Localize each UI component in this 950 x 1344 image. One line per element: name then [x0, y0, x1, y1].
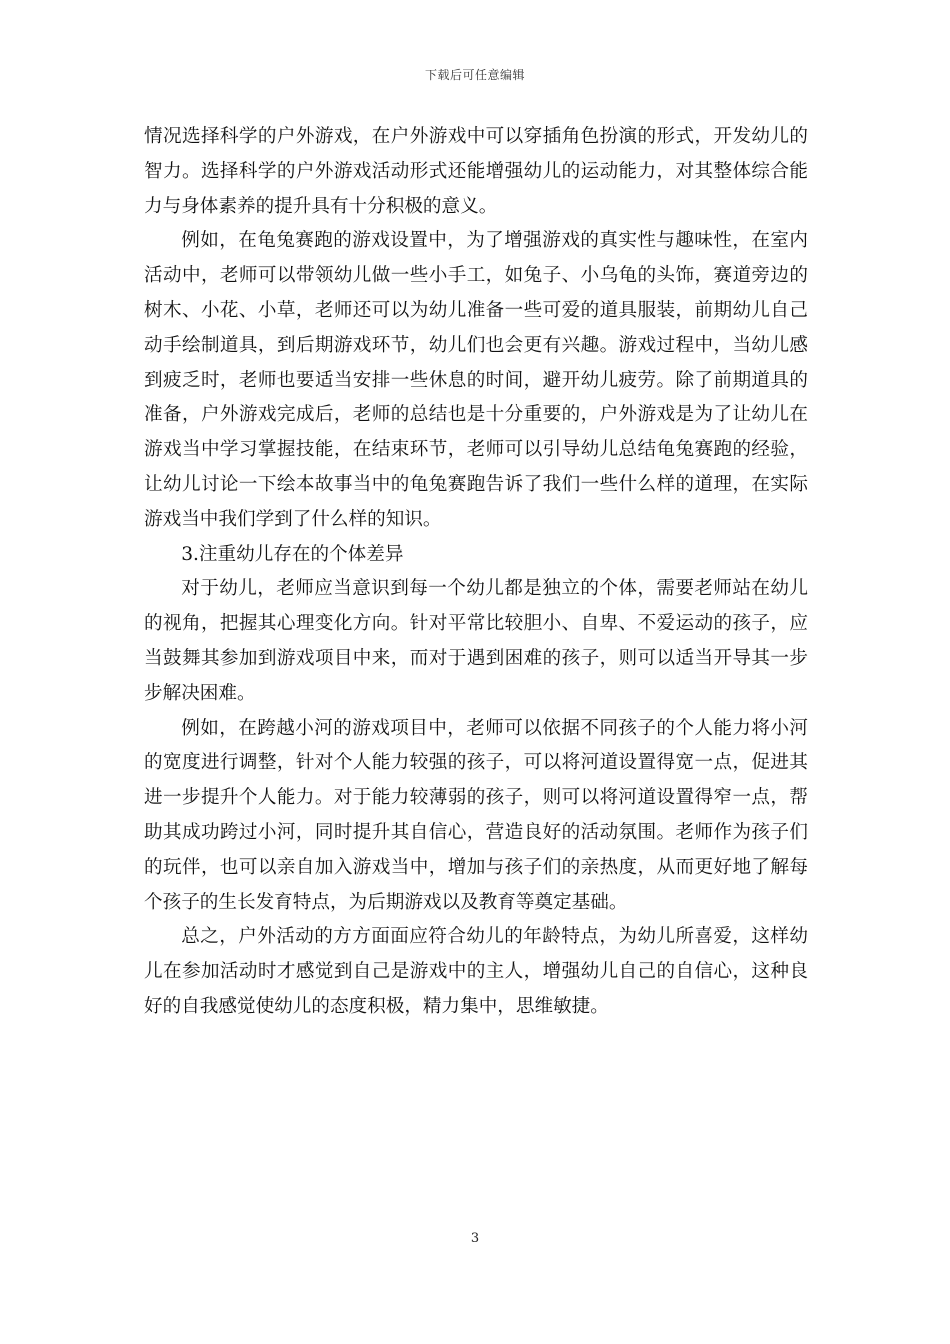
document-body — [144, 120, 808, 1025]
paragraph-individual-differences: 对于幼儿，老师应当意识到每一个幼儿都是独立的个体，需要老师站在幼儿的视角，把握其心理变化方向。针对平常比较胆小、自卑、不爱运动的孩子，应当鼓舞其参加到游戏项目中来，而对于遇到困难的孩子，则可以适当开导其一步步解决困难。 — [144, 578, 808, 704]
paragraph-river-crossing-example: 例如，在跨越小河的游戏项目中，老师可以依据不同孩子的个人能力将小河的宽度进行调整，针对个人能力较强的孩子，可以将河道设置得宽一点，促进其进一步提升个人能力。对于能力较薄弱的孩子，则可以将河道设置得窄一点，帮助其成功跨过小河，同时提升其自信心，营造良好的活动氛围。老师作为孩子们的玩伴，也可以亲自加入游戏当中，增加与孩子们的亲热度，从而更好地了解每个孩子的生长发育特点，为后期游戏以及教育等奠定基础。 — [144, 717, 808, 913]
section-heading-individual-differences: 3.注重幼儿存在的个体差异 — [181, 543, 404, 565]
paragraph-conclusion: 总之，户外活动的方方面面应符合幼儿的年龄特点，为幼儿所喜爱，这样幼儿在参加活动时才感觉到自己是游戏中的主人，增强幼儿自己的自信心，这种良好的自我感觉使幼儿的态度积极，精力集中，思维敏捷。 — [144, 926, 808, 1017]
paragraph-continuation: 情况选择科学的户外游戏，在户外游戏中可以穿插角色扮演的形式，开发幼儿的智力。选择科学的户外游戏活动形式还能增强幼儿的运动能力，对其整体综合能力与身体素养的提升具有十分积极的意义。 — [144, 126, 808, 217]
page-number: 3 — [470, 1231, 480, 1246]
page-header: 下载后可任意编辑 — [424, 68, 525, 82]
paragraph-tortoise-hare-example: 例如，在龟兔赛跑的游戏设置中，为了增强游戏的真实性与趣味性，在室内活动中，老师可以带领幼儿做一些小手工，如兔子、小乌龟的头饰，赛道旁边的树木、小花、小草，老师还可以为幼儿准备一些可爱的道具服装，前期幼儿自己动手绘制道具，到后期游戏环节，幼儿们也会更有兴趣。游戏过程中，当幼儿感到疲乏时，老师也要适当安排一些休息的时间，避开幼儿疲劳。除了前期道具的准备，户外游戏完成后，老师的总结也是十分重要的，户外游戏是为了让幼儿在游戏当中学习掌握技能，在结束环节，老师可以引导幼儿总结龟兔赛跑的经验，让幼儿讨论一下绘本故事当中的龟兔赛跑告诉了我们一些什么样的道理，在实际游戏当中我们学到了什么样的知识。 — [144, 230, 808, 530]
